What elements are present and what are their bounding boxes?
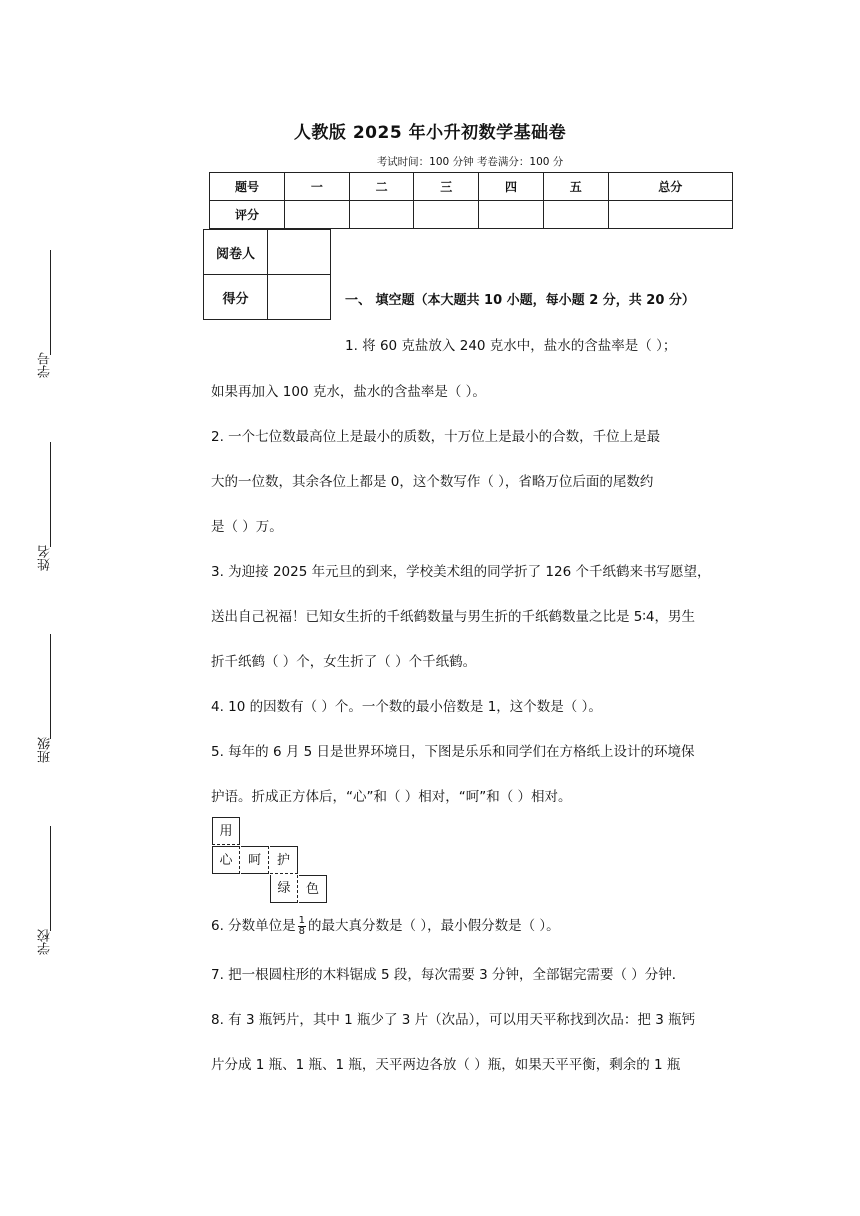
question-line: 片分成 1 瓶、1 瓶、1 瓶，天平两边各放（ ）瓶，如果天平平衡，剩余的 1 瓶: [211, 1057, 681, 1073]
score-input-cell[interactable]: [414, 201, 479, 229]
question-line: 送出自己祝福！已知女生折的千纸鹤数量与男生折的千纸鹤数量之比是 5∶4，男生: [211, 609, 695, 625]
cube-face: 心: [212, 846, 240, 874]
question-line: 如果再加入 100 克水，盐水的含盐率是（ ）。: [211, 384, 486, 400]
side-label-name: 姓名: [38, 545, 53, 571]
side-underline: [50, 250, 51, 355]
question-line: 2. 一个七位数最高位上是最小的质数，十万位上是最小的合数，千位上是最: [211, 429, 661, 445]
question-line: 是（ ）万。: [211, 519, 283, 535]
score-cell: 五: [543, 173, 608, 201]
score-input-cell[interactable]: [285, 201, 350, 229]
cube-face: 绿: [270, 875, 298, 903]
fraction-denominator: 8: [298, 925, 306, 937]
side-underline: [50, 442, 51, 547]
page-title: 人教版 2025 年小升初数学基础卷: [293, 123, 567, 143]
section-score-label: 得分: [204, 275, 268, 320]
score-input-cell[interactable]: [608, 201, 732, 229]
side-underline: [50, 634, 51, 739]
score-input-cell[interactable]: [543, 201, 608, 229]
reviewer-table: [203, 229, 331, 320]
question-line: 1. 将 60 克盐放入 240 克水中，盐水的含盐率是（ ）；: [345, 338, 677, 354]
score-cell: 总分: [608, 173, 732, 201]
fraction: [298, 916, 306, 937]
question-line: 大的一位数，其余各位上都是 0，这个数写作（ ），省略万位后面的尾数约: [211, 474, 654, 490]
question-line: 7. 把一根圆柱形的木料锯成 5 段，每次需要 3 分钟，全部锯完需要（ ）分钟．: [211, 967, 686, 983]
reviewer-label: 阅卷人: [204, 230, 268, 275]
question-line: 折千纸鹤（ ）个，女生折了（ ）个千纸鹤。: [211, 654, 477, 670]
score-table-score-row: [210, 201, 733, 229]
side-underline: [50, 826, 51, 931]
exam-info: 考试时间：100 分钟 考卷满分：100 分: [376, 156, 564, 168]
cube-face: 呵: [241, 846, 269, 874]
question-line: 8. 有 3 瓶钙片，其中 1 瓶少了 3 片（次品），可以用天平称找到次品：把 3 瓶钙: [211, 1012, 696, 1028]
score-table: [209, 172, 733, 229]
score-cell: 评分: [210, 201, 285, 229]
question-line: 3. 为迎接 2025 年元旦的到来，学校美术组的同学折了 126 个千纸鹤来书写愿望，: [211, 564, 711, 580]
cube-face: 用: [212, 817, 240, 845]
fraction-numerator: 1: [298, 914, 306, 926]
score-input-cell[interactable]: [349, 201, 414, 229]
section-heading: 一、 填空题（本大题共 10 小题，每小题 2 分，共 20 分）: [345, 293, 695, 308]
cube-face: 色: [299, 875, 327, 903]
cube-net-diagram: [212, 817, 332, 907]
question-line: 5. 每年的 6 月 5 日是世界环境日，下图是乐乐和同学们在方格纸上设计的环境保: [211, 744, 695, 760]
score-input-cell[interactable]: [479, 201, 544, 229]
section-score-input-cell[interactable]: [268, 275, 331, 320]
question-text: 6. 分数单位是: [211, 918, 296, 934]
score-cell: 题号: [210, 173, 285, 201]
cube-face: 护: [270, 846, 298, 874]
question-line: 护语。折成正方体后，“心”和（ ）相对，“呵”和（ ）相对。: [211, 789, 572, 805]
question-line: [211, 914, 560, 937]
question-text: 的最大真分数是（ ），最小假分数是（ ）。: [308, 918, 560, 934]
side-label-class: 班级: [38, 737, 53, 763]
score-cell: 三: [414, 173, 479, 201]
score-cell: 二: [349, 173, 414, 201]
side-label-school: 学校: [38, 929, 53, 955]
score-cell: 一: [285, 173, 350, 201]
side-label-student-id: 学号: [38, 352, 53, 378]
score-table-header-row: [210, 173, 733, 201]
reviewer-input-cell[interactable]: [268, 230, 331, 275]
score-cell: 四: [479, 173, 544, 201]
question-line: 4. 10 的因数有（ ）个。一个数的最小倍数是 1，这个数是（ ）。: [211, 699, 602, 715]
